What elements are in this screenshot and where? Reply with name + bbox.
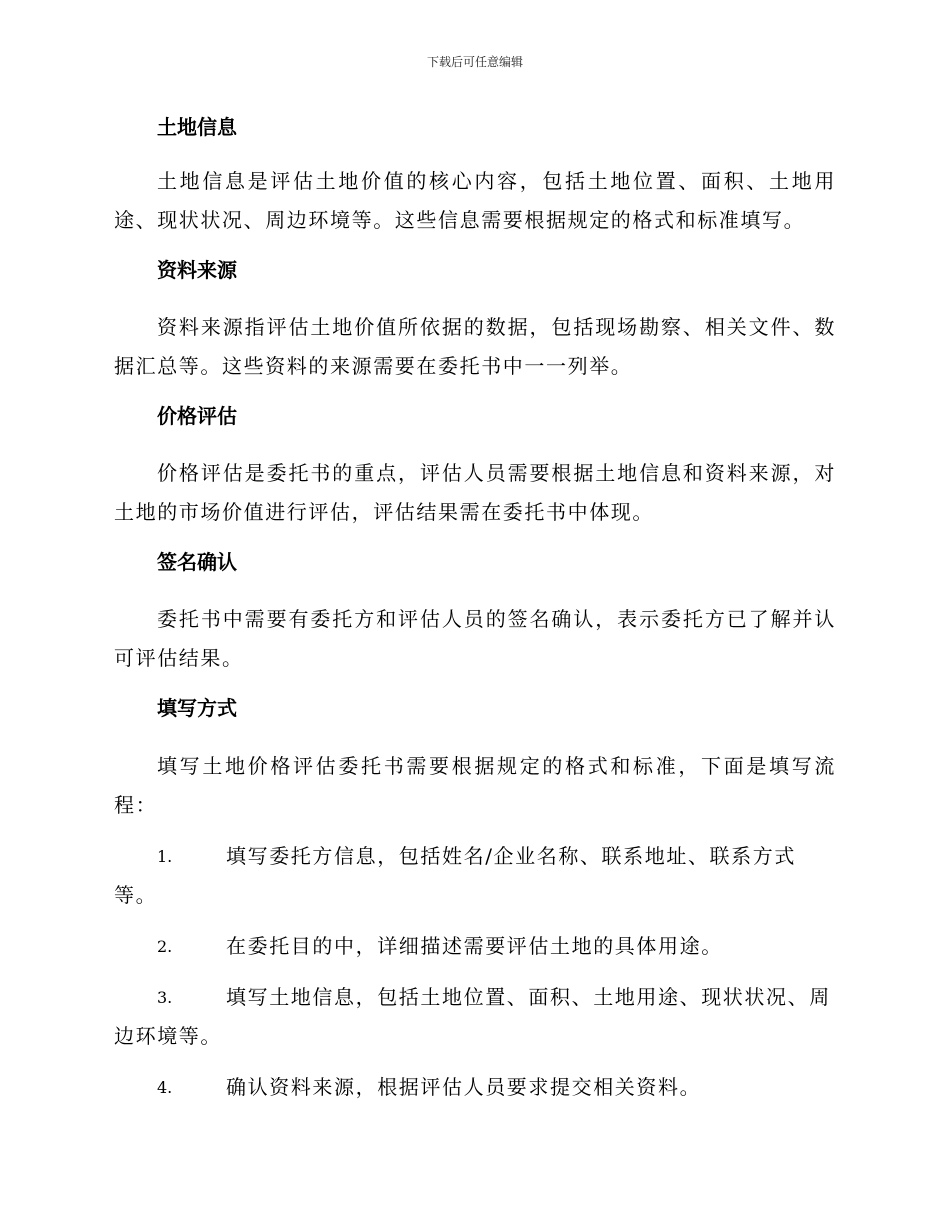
- list-item-number: 2.: [157, 937, 173, 956]
- list-item: [114, 837, 836, 915]
- section-heading-signature: 签名确认: [157, 550, 237, 574]
- list-item-number: 3.: [157, 988, 173, 1007]
- section-heading-price-assessment: 价格评估: [157, 404, 237, 428]
- list-item-text: 在委托目的中，详细描述需要评估土地的具体用途。: [226, 934, 723, 958]
- section-heading-data-source: 资料来源: [157, 258, 237, 282]
- section-body-land-info: 土地信息是评估土地价值的核心内容，包括土地位置、面积、土地用途、现状状况、周边环境等。这些信息需要根据规定的格式和标准填写。: [114, 169, 836, 232]
- section-body-price-assessment: 价格评估是委托书的重点，评估人员需要根据土地信息和资料来源，对土地的市场价值进行评估，评估结果需在委托书中体现。: [114, 461, 836, 524]
- document-body: [114, 112, 836, 1107]
- section-heading-land-info: 土地信息: [157, 115, 237, 139]
- section-body-signature: 委托书中需要有委托方和评估人员的签名确认，表示委托方已了解并认可评估结果。: [114, 607, 836, 670]
- section-body-data-source: 资料来源指评估土地价值所依据的数据，包括现场勘察、相关文件、数据汇总等。这些资料的来源需要在委托书中一一列举。: [114, 315, 836, 378]
- fill-steps-list: [114, 837, 836, 1107]
- list-item-number: 1.: [157, 847, 173, 866]
- list-item-text: 确认资料来源，根据评估人员要求提交相关资料。: [226, 1075, 702, 1099]
- list-item-text: 填写委托方信息，包括姓名/企业名称、联系地址、联系方式等。: [114, 844, 796, 907]
- section-heading-fill-method: 填写方式: [157, 696, 237, 720]
- list-item-number: 4.: [157, 1078, 173, 1097]
- header-note: 下载后可任意编辑: [426, 55, 523, 69]
- list-item: [114, 927, 836, 966]
- section-body-fill-method: 填写土地价格评估委托书需要根据规定的格式和标准，下面是填写流程：: [114, 754, 836, 817]
- list-item-text: 填写土地信息，包括土地位置、面积、土地用途、现状状况、周边环境等。: [114, 985, 831, 1048]
- list-item: [114, 1068, 836, 1107]
- list-item: [114, 978, 836, 1056]
